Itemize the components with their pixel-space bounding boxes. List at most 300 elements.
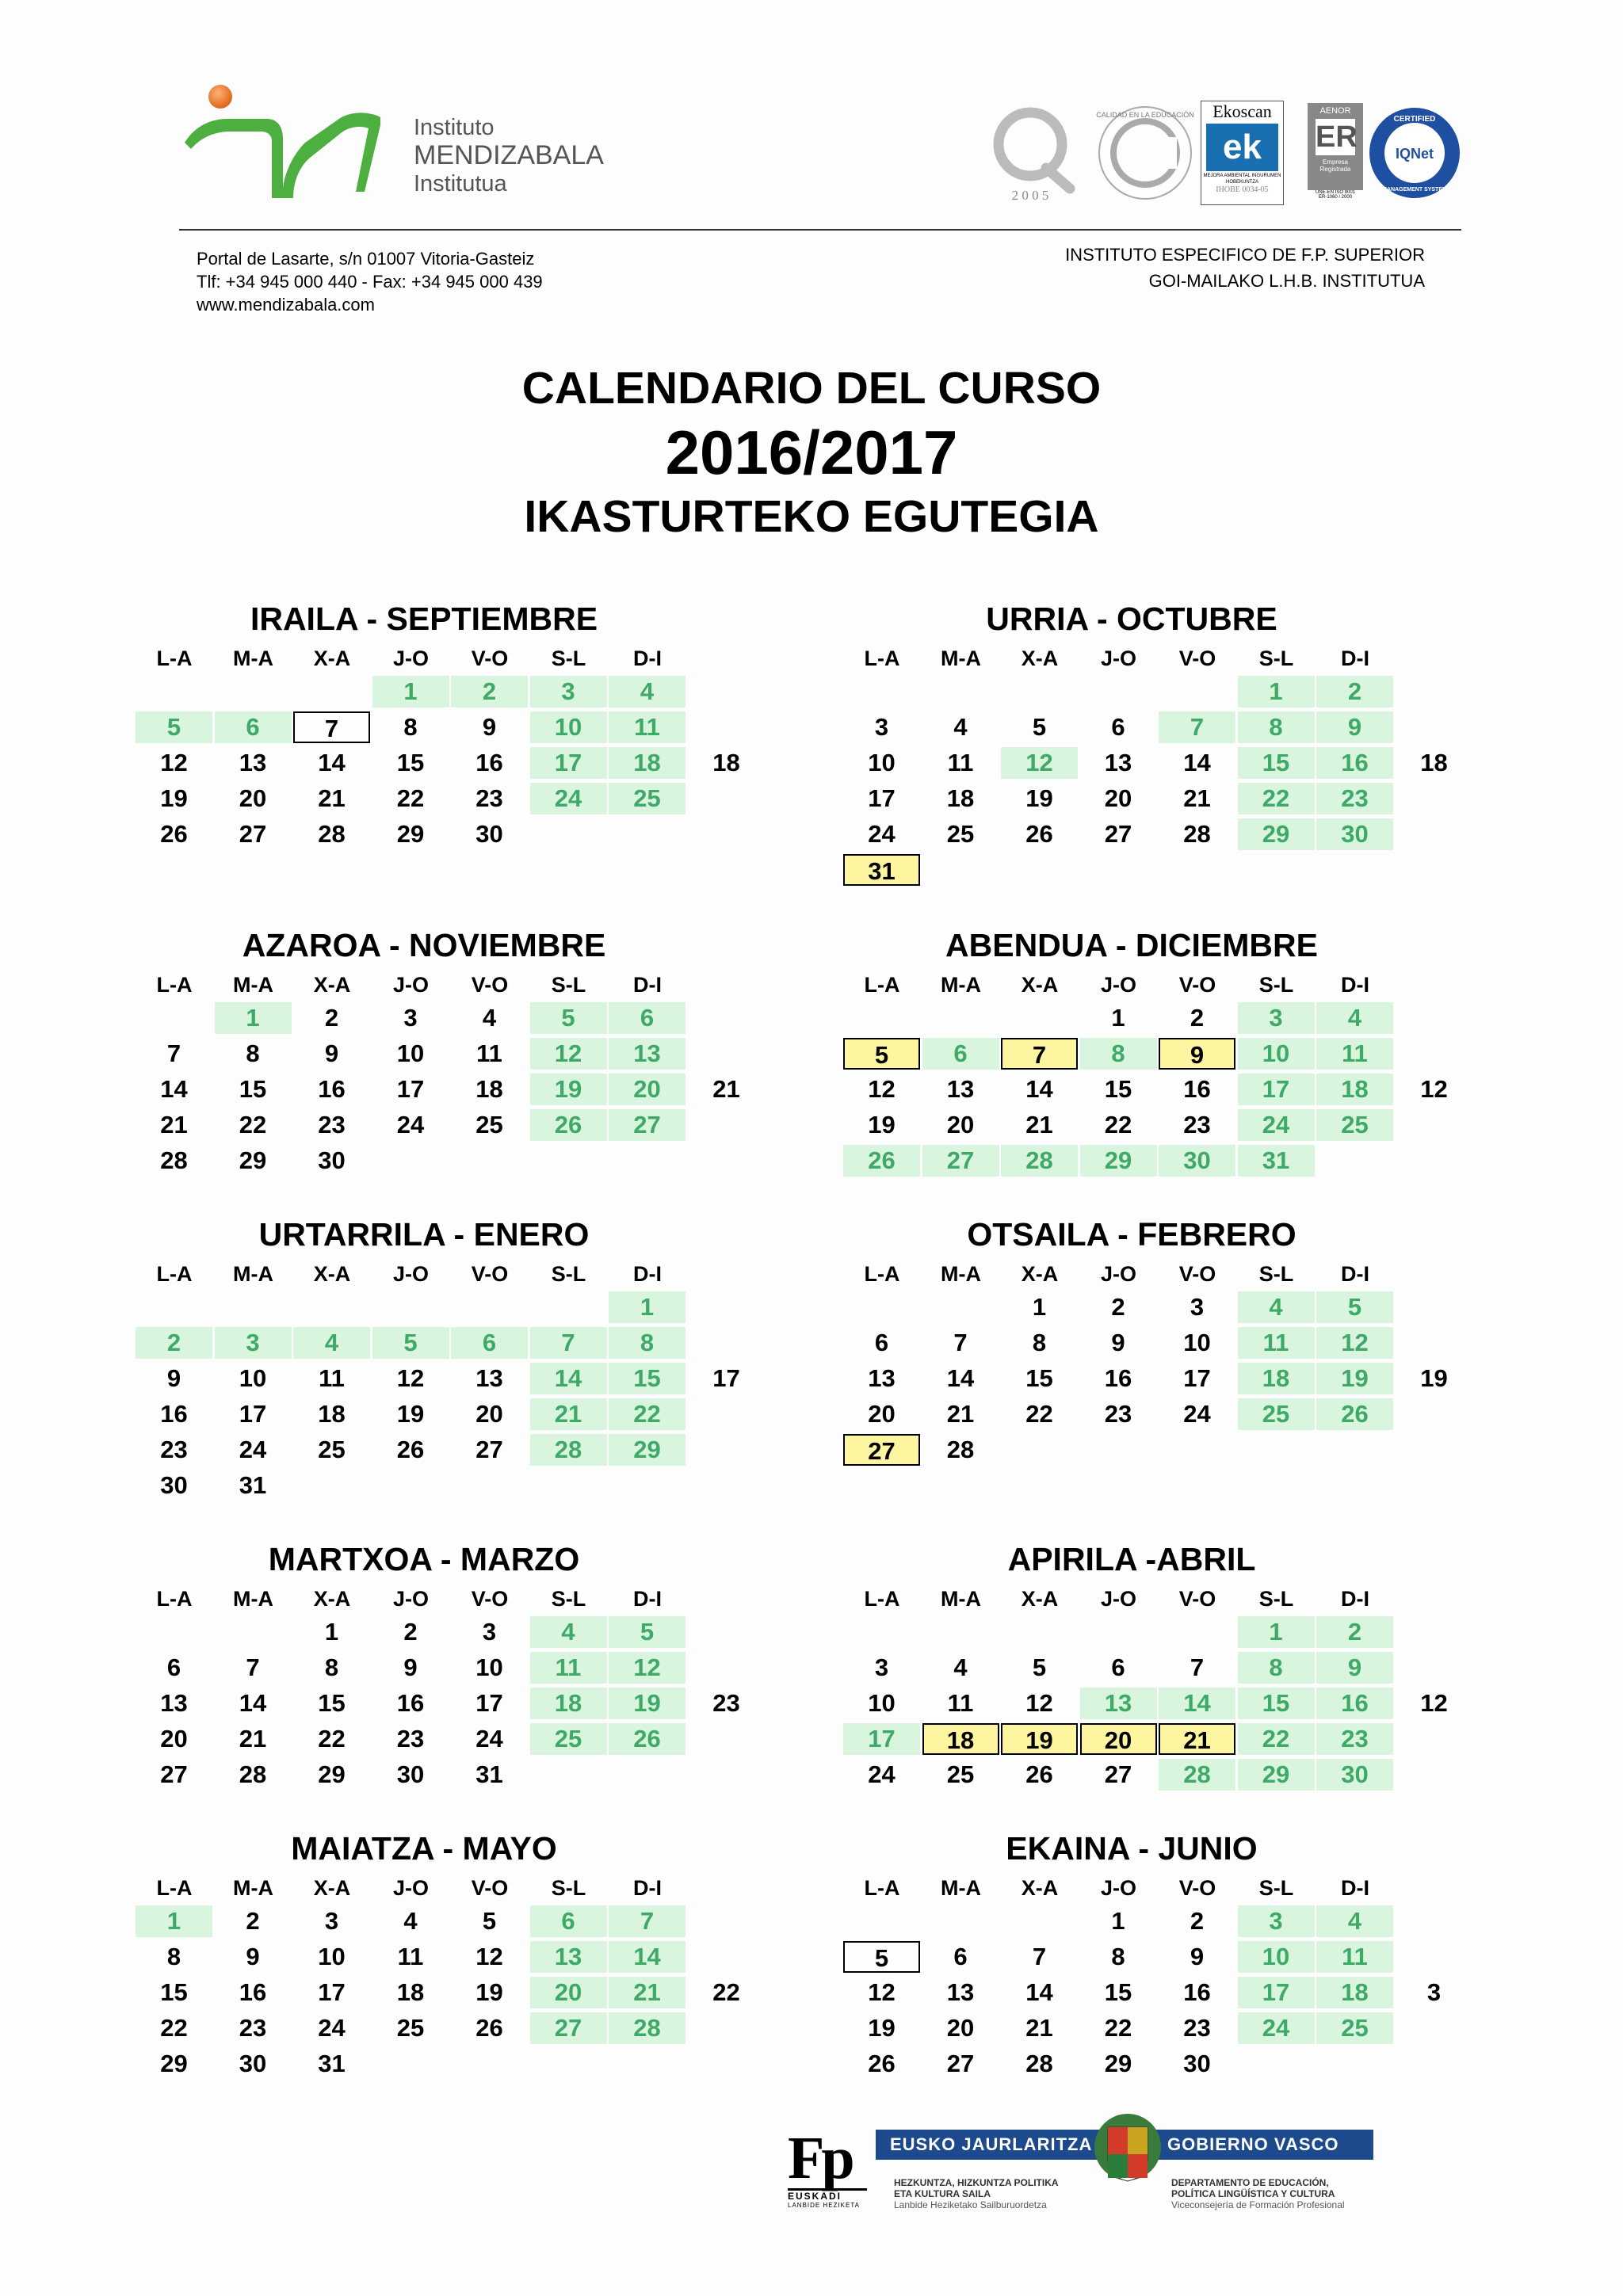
dept-es-line-2: POLÍTICA LINGÜÍSTICA Y CULTURA <box>1171 2188 1335 2199</box>
day-cell: 9 <box>1316 711 1393 743</box>
banner-right-text: GOBIERNO VASCO <box>1167 2134 1339 2154</box>
weekday-label: S-L <box>1258 1262 1294 1286</box>
day-cell: 7 <box>246 1653 260 1681</box>
day-cell: 31 <box>318 2050 346 2077</box>
day-cell: 30 <box>1316 818 1393 850</box>
weekday-label: X-A <box>1021 1876 1059 1900</box>
day-cell: 11 <box>476 1039 502 1067</box>
day-cell: 7 <box>1032 1943 1047 1970</box>
weekday-label: J-O <box>1100 646 1136 670</box>
day-cell: 17 <box>239 1400 267 1428</box>
day-cell: 25 <box>946 820 975 848</box>
banner-left-text: EUSKO JAURLARITZA <box>890 2134 1093 2154</box>
lective-days-count: 18 <box>712 749 740 776</box>
day-cell: 28 <box>1001 1145 1078 1177</box>
day-cell: 16 <box>1183 1978 1211 2006</box>
day-cell: 3 <box>1238 1002 1315 1034</box>
day-cell: 2 <box>1190 1004 1205 1032</box>
day-cell: 22 <box>1104 2014 1132 2042</box>
weekday-label: V-O <box>471 1587 509 1611</box>
day-cell: 16 <box>1316 747 1393 779</box>
day-cell: 28 <box>946 1436 975 1463</box>
weekday-label: D-I <box>633 1262 662 1286</box>
day-cell: 6 <box>1111 1653 1125 1681</box>
day-cell: 28 <box>1159 1759 1235 1791</box>
day-cell: 13 <box>609 1038 685 1070</box>
day-cell: 12 <box>1025 1689 1053 1717</box>
day-cell: 22 <box>1238 783 1315 814</box>
calidad-educacion-logo-icon <box>1094 101 1197 204</box>
day-cell: 31 <box>475 1760 503 1788</box>
day-cell: 10 <box>1183 1329 1211 1356</box>
day-cell: 9 <box>1316 1652 1393 1684</box>
day-cell: 26 <box>1025 1760 1053 1788</box>
day-cell: 2 <box>246 1907 260 1935</box>
day-cell: 22 <box>396 784 425 812</box>
day-cell: 28 <box>1183 820 1211 848</box>
day-cell: 29 <box>1238 818 1315 850</box>
lective-days-count: 12 <box>1420 1075 1448 1103</box>
day-cell: 23 <box>1316 783 1393 814</box>
day-cell: 6 <box>530 1905 607 1937</box>
er-icon: ER <box>1316 120 1358 154</box>
day-cell: 27 <box>239 820 267 848</box>
day-cell: 23 <box>475 784 503 812</box>
day-cell: 30 <box>1183 2050 1211 2077</box>
day-cell: 18 <box>1316 1074 1393 1105</box>
day-cell: 18 <box>530 1688 607 1719</box>
day-cell: 30 <box>1316 1759 1393 1791</box>
day-cell: 17 <box>843 1723 920 1755</box>
day-cell: 23 <box>1316 1723 1393 1755</box>
day-cell: 5 <box>530 1002 607 1034</box>
aenor-sub: Empresa Registrada <box>1319 158 1351 173</box>
day-cell: 25 <box>609 783 685 814</box>
day-cell: 22 <box>609 1398 685 1430</box>
page-title <box>0 360 1623 544</box>
day-cell: 21 <box>160 1111 188 1138</box>
day-cell: 11 <box>947 749 974 776</box>
day-cell: 10 <box>239 1364 267 1392</box>
day-cell: 4 <box>403 1907 418 1935</box>
day-cell: 28 <box>609 2012 685 2044</box>
weekday-label: M-A <box>941 1262 981 1286</box>
weekday-label: S-L <box>551 1876 586 1900</box>
day-cell: 5 <box>136 711 212 743</box>
day-cell: 23 <box>239 2014 267 2042</box>
day-cell: 29 <box>239 1146 267 1174</box>
day-cell: 20 <box>868 1400 896 1428</box>
lective-days-count: 21 <box>712 1075 740 1103</box>
day-cell: 29 <box>1238 1759 1315 1791</box>
weekday-label: L-A <box>864 1876 900 1900</box>
day-cell: 18 <box>475 1075 503 1103</box>
day-cell: 3 <box>874 1653 889 1681</box>
weekday-label: X-A <box>1021 1587 1059 1611</box>
weekday-label: X-A <box>313 1876 351 1900</box>
day-cell: 9 <box>1190 1943 1205 1970</box>
weekday-label: M-A <box>941 1876 981 1900</box>
day-cell: 10 <box>1238 1038 1315 1070</box>
day-cell: 7 <box>166 1039 181 1067</box>
day-cell: 20 <box>530 1977 607 2008</box>
day-cell: 19 <box>530 1074 607 1105</box>
day-cell: 27 <box>922 1145 999 1177</box>
day-cell: 5 <box>843 1038 920 1070</box>
day-cell: 7 <box>609 1905 685 1937</box>
weekday-label: L-A <box>864 646 900 670</box>
day-cell: 12 <box>475 1943 503 1970</box>
day-cell: 14 <box>946 1364 975 1392</box>
day-cell: 2 <box>1190 1907 1205 1935</box>
day-cell: 27 <box>475 1436 503 1463</box>
day-cell: 22 <box>318 1725 346 1753</box>
day-cell: 16 <box>1183 1075 1211 1103</box>
day-cell: 19 <box>868 2014 896 2042</box>
weekday-label: V-O <box>1178 1587 1216 1611</box>
weekday-label: V-O <box>1178 1876 1216 1900</box>
ihobe-code: IHOBE 0034-05 <box>1216 185 1269 194</box>
weekday-label: D-I <box>1341 1587 1369 1611</box>
weekday-label: X-A <box>313 973 351 997</box>
day-cell: 12 <box>160 749 188 776</box>
weekday-label: X-A <box>313 646 351 670</box>
day-cell: 5 <box>609 1616 685 1648</box>
logo-line-2: MENDIZABALA <box>414 140 604 171</box>
day-cell: 27 <box>160 1760 188 1788</box>
aenor-text: AENOR <box>1319 106 1351 116</box>
lective-days-count: 12 <box>1420 1689 1448 1717</box>
day-cell: 14 <box>239 1689 267 1717</box>
day-cell: 24 <box>868 1760 896 1788</box>
day-cell: 2 <box>1316 1616 1393 1648</box>
day-cell: 11 <box>1238 1327 1315 1359</box>
weekday-label: M-A <box>941 646 981 670</box>
day-cell: 8 <box>1032 1329 1047 1356</box>
lective-days-count: 19 <box>1420 1364 1448 1392</box>
day-cell: 1 <box>215 1002 292 1034</box>
day-cell: 8 <box>609 1327 685 1359</box>
weekday-label: M-A <box>233 1876 273 1900</box>
weekday-label: D-I <box>633 646 662 670</box>
weekday-label: J-O <box>392 646 429 670</box>
day-cell: 29 <box>160 2050 188 2077</box>
day-cell: 18 <box>318 1400 346 1428</box>
day-cell: 24 <box>239 1436 267 1463</box>
day-cell: 5 <box>1032 1653 1047 1681</box>
day-cell: 7 <box>1001 1038 1078 1070</box>
day-cell: 9 <box>324 1039 339 1067</box>
day-cell: 25 <box>396 2014 425 2042</box>
day-cell: 14 <box>1183 749 1211 776</box>
day-cell: 12 <box>1001 747 1078 779</box>
dept-es-sub: Viceconsejería de Formación Profesional <box>1171 2199 1345 2210</box>
month-title: APIRILA -ABRIL <box>1007 1541 1256 1577</box>
day-cell: 13 <box>868 1364 896 1392</box>
day-cell: 27 <box>946 2050 975 2077</box>
weekday-label: S-L <box>1258 973 1294 997</box>
day-cell: 13 <box>946 1978 975 2006</box>
weekday-label: V-O <box>471 646 509 670</box>
weekday-label: M-A <box>941 1587 981 1611</box>
institute-type-eu: GOI-MAILAKO L.H.B. INSTITUTUA <box>1148 271 1425 291</box>
weekday-label: S-L <box>1258 1876 1294 1900</box>
weekday-label: J-O <box>392 1587 429 1611</box>
weekday-label: L-A <box>864 973 900 997</box>
day-cell: 25 <box>1238 1398 1315 1430</box>
weekday-label: L-A <box>156 973 193 997</box>
day-cell: 29 <box>318 1760 346 1788</box>
day-cell: 7 <box>1159 711 1235 743</box>
day-cell: 2 <box>1316 676 1393 707</box>
day-cell: 1 <box>609 1291 685 1323</box>
day-cell: 8 <box>246 1039 260 1067</box>
day-cell: 24 <box>1183 1400 1211 1428</box>
day-cell: 14 <box>318 749 346 776</box>
day-cell: 3 <box>403 1004 418 1032</box>
day-cell: 19 <box>1001 1723 1078 1755</box>
dept-eu-sub: Lanbide Heziketako Sailburuordetza <box>894 2199 1047 2210</box>
dept-eu <box>894 2177 1059 2210</box>
day-cell: 28 <box>1025 2050 1053 2077</box>
day-cell: 30 <box>475 820 503 848</box>
day-cell: 26 <box>1025 820 1053 848</box>
day-cell: 13 <box>475 1364 503 1392</box>
weekday-label: V-O <box>1178 1262 1216 1286</box>
day-cell: 18 <box>922 1723 999 1755</box>
day-cell: 25 <box>318 1436 346 1463</box>
day-cell: 16 <box>239 1978 267 2006</box>
weekday-label: S-L <box>551 646 586 670</box>
day-cell: 26 <box>843 1145 920 1177</box>
day-cell: 17 <box>396 1075 425 1103</box>
day-cell: 11 <box>1316 1941 1393 1973</box>
day-cell: 7 <box>1190 1653 1205 1681</box>
day-cell: 26 <box>868 2050 896 2077</box>
weekday-label: V-O <box>1178 646 1216 670</box>
day-cell: 1 <box>1032 1293 1047 1321</box>
day-cell: 4 <box>953 1653 968 1681</box>
institute-type-es: INSTITUTO ESPECIFICO DE F.P. SUPERIOR <box>1065 245 1425 265</box>
day-cell: 21 <box>530 1398 607 1430</box>
day-cell: 14 <box>530 1363 607 1394</box>
weekday-label: L-A <box>864 1262 900 1286</box>
day-cell: 24 <box>1238 2012 1315 2044</box>
day-cell: 11 <box>947 1689 974 1717</box>
day-cell: 16 <box>318 1075 346 1103</box>
day-cell: 26 <box>396 1436 425 1463</box>
day-cell: 19 <box>160 784 188 812</box>
day-cell: 3 <box>874 713 889 741</box>
day-cell: 14 <box>1025 1075 1053 1103</box>
weekday-label: L-A <box>156 646 193 670</box>
day-cell: 23 <box>1104 1400 1132 1428</box>
weekday-label: M-A <box>941 973 981 997</box>
day-cell: 26 <box>530 1109 607 1141</box>
weekday-label: L-A <box>156 1587 193 1611</box>
day-cell: 5 <box>482 1907 497 1935</box>
weekday-label: D-I <box>1341 646 1369 670</box>
day-cell: 24 <box>1238 1109 1315 1141</box>
day-cell: 6 <box>953 1943 968 1970</box>
day-cell: 25 <box>946 1760 975 1788</box>
day-cell: 15 <box>1025 1364 1053 1392</box>
day-cell: 1 <box>372 676 449 707</box>
weekday-label: M-A <box>233 646 273 670</box>
basque-coat-of-arms-icon <box>1092 2111 1163 2187</box>
day-cell: 20 <box>239 784 267 812</box>
day-cell: 13 <box>1104 749 1132 776</box>
day-cell: 15 <box>160 1978 188 2006</box>
weekday-label: M-A <box>233 1262 273 1286</box>
day-cell: 29 <box>396 820 425 848</box>
institute-type <box>1065 242 1425 294</box>
day-cell: 26 <box>609 1723 685 1755</box>
fp-text: Fp <box>788 2125 852 2191</box>
day-cell: 21 <box>239 1725 267 1753</box>
mendizabala-logo-icon <box>178 79 416 206</box>
day-cell: 15 <box>1238 1688 1315 1719</box>
day-cell: 19 <box>475 1978 503 2006</box>
weekday-label: S-L <box>551 1262 586 1286</box>
day-cell: 30 <box>318 1146 346 1174</box>
weekday-label: X-A <box>313 1587 351 1611</box>
day-cell: 9 <box>403 1653 418 1681</box>
weekday-label: J-O <box>392 973 429 997</box>
day-cell: 27 <box>843 1434 920 1466</box>
iqnet-logo-icon <box>1367 105 1462 200</box>
day-cell: 13 <box>530 1941 607 1973</box>
day-cell: 23 <box>318 1111 346 1138</box>
day-cell: 9 <box>1159 1038 1235 1070</box>
day-cell: 5 <box>843 1941 920 1973</box>
day-cell: 23 <box>1183 2014 1211 2042</box>
day-cell: 12 <box>868 1075 896 1103</box>
day-cell: 28 <box>239 1760 267 1788</box>
weekday-label: J-O <box>1100 1262 1136 1286</box>
day-cell: 14 <box>1025 1978 1053 2006</box>
day-cell: 4 <box>609 676 685 707</box>
weekday-label: J-O <box>1100 973 1136 997</box>
day-cell: 27 <box>1104 820 1132 848</box>
day-cell: 18 <box>946 784 975 812</box>
day-cell: 11 <box>609 711 685 743</box>
day-cell: 28 <box>530 1434 607 1466</box>
day-cell: 9 <box>246 1943 260 1970</box>
day-cell: 7 <box>293 711 370 743</box>
day-cell: 15 <box>318 1689 346 1717</box>
iqnet-top-text: CERTIFIED <box>1393 115 1436 124</box>
day-cell: 17 <box>475 1689 503 1717</box>
day-cell: 20 <box>946 2014 975 2042</box>
day-cell: 21 <box>946 1400 975 1428</box>
weekday-label: D-I <box>633 973 662 997</box>
day-cell: 7 <box>953 1329 968 1356</box>
day-cell: 22 <box>239 1111 267 1138</box>
day-cell: 30 <box>1159 1145 1235 1177</box>
day-cell: 22 <box>1104 1111 1132 1138</box>
day-cell: 1 <box>1238 676 1315 707</box>
website-link[interactable]: www.mendizabala.com <box>197 295 375 315</box>
month-title: IRAILA - SEPTIEMBRE <box>250 601 598 637</box>
q-quality-logo-icon <box>971 95 1090 206</box>
aenor-logo <box>1308 103 1363 200</box>
day-cell: 4 <box>953 713 968 741</box>
day-cell: 6 <box>1111 713 1125 741</box>
day-cell: 15 <box>1104 1075 1132 1103</box>
title-line-3: IKASTURTEKO EGUTEGIA <box>524 491 1099 542</box>
month-title: URRIA - OCTUBRE <box>986 601 1277 637</box>
weekday-label: X-A <box>1021 646 1059 670</box>
day-cell: 10 <box>318 1943 346 1970</box>
day-cell: 3 <box>1238 1905 1315 1937</box>
day-cell: 20 <box>160 1725 188 1753</box>
day-cell: 29 <box>609 1434 685 1466</box>
day-cell: 17 <box>530 747 607 779</box>
month-title: OTSAILA - FEBRERO <box>967 1216 1296 1253</box>
day-cell: 21 <box>1025 2014 1053 2042</box>
fp-euskadi-logo <box>788 2125 867 2209</box>
lective-days-count: 3 <box>1426 1978 1442 2006</box>
dept-es-line-1: DEPARTAMENTO DE EDUCACIÓN, <box>1171 2177 1329 2188</box>
day-cell: 10 <box>475 1653 503 1681</box>
day-cell: 22 <box>160 2014 188 2042</box>
day-cell: 28 <box>318 820 346 848</box>
day-cell: 29 <box>1104 2050 1132 2077</box>
header-divider <box>179 229 1461 231</box>
day-cell: 22 <box>1025 1400 1053 1428</box>
phone-line: Tlf: +34 945 000 440 - Fax: +34 945 000 439 <box>197 272 543 292</box>
day-cell: 24 <box>396 1111 425 1138</box>
day-cell: 8 <box>1080 1038 1157 1070</box>
day-cell: 16 <box>396 1689 425 1717</box>
weekday-label: S-L <box>1258 1587 1294 1611</box>
day-cell: 25 <box>530 1723 607 1755</box>
day-cell: 23 <box>396 1725 425 1753</box>
day-cell: 21 <box>609 1977 685 2008</box>
day-cell: 27 <box>1104 1760 1132 1788</box>
day-cell: 13 <box>1080 1688 1157 1719</box>
day-cell: 6 <box>922 1038 999 1070</box>
weekday-label: V-O <box>1178 973 1216 997</box>
weekday-label: L-A <box>156 1876 193 1900</box>
day-cell: 20 <box>475 1400 503 1428</box>
day-cell: 9 <box>482 713 497 741</box>
address-block <box>197 247 543 316</box>
day-cell: 25 <box>1316 1109 1393 1141</box>
day-cell: 4 <box>530 1616 607 1648</box>
day-cell: 8 <box>1238 711 1315 743</box>
day-cell: 18 <box>1238 1363 1315 1394</box>
day-cell: 19 <box>609 1688 685 1719</box>
day-cell: 4 <box>1238 1291 1315 1323</box>
day-cell: 19 <box>1316 1363 1393 1394</box>
day-cell: 1 <box>1111 1907 1125 1935</box>
day-cell: 12 <box>396 1364 425 1392</box>
day-cell: 15 <box>396 749 425 776</box>
month-title: MAIATZA - MAYO <box>291 1830 557 1867</box>
day-cell: 24 <box>868 820 896 848</box>
day-cell: 2 <box>1111 1293 1125 1321</box>
month-title: URTARRILA - ENERO <box>258 1216 590 1253</box>
day-cell: 25 <box>1316 2012 1393 2044</box>
day-cell: 18 <box>396 1978 425 2006</box>
day-cell: 26 <box>1316 1398 1393 1430</box>
day-cell: 10 <box>868 1689 896 1717</box>
day-cell: 9 <box>166 1364 181 1392</box>
logo-text <box>414 115 604 196</box>
dept-eu-line-2: ETA KULTURA SAILA <box>894 2188 991 2199</box>
